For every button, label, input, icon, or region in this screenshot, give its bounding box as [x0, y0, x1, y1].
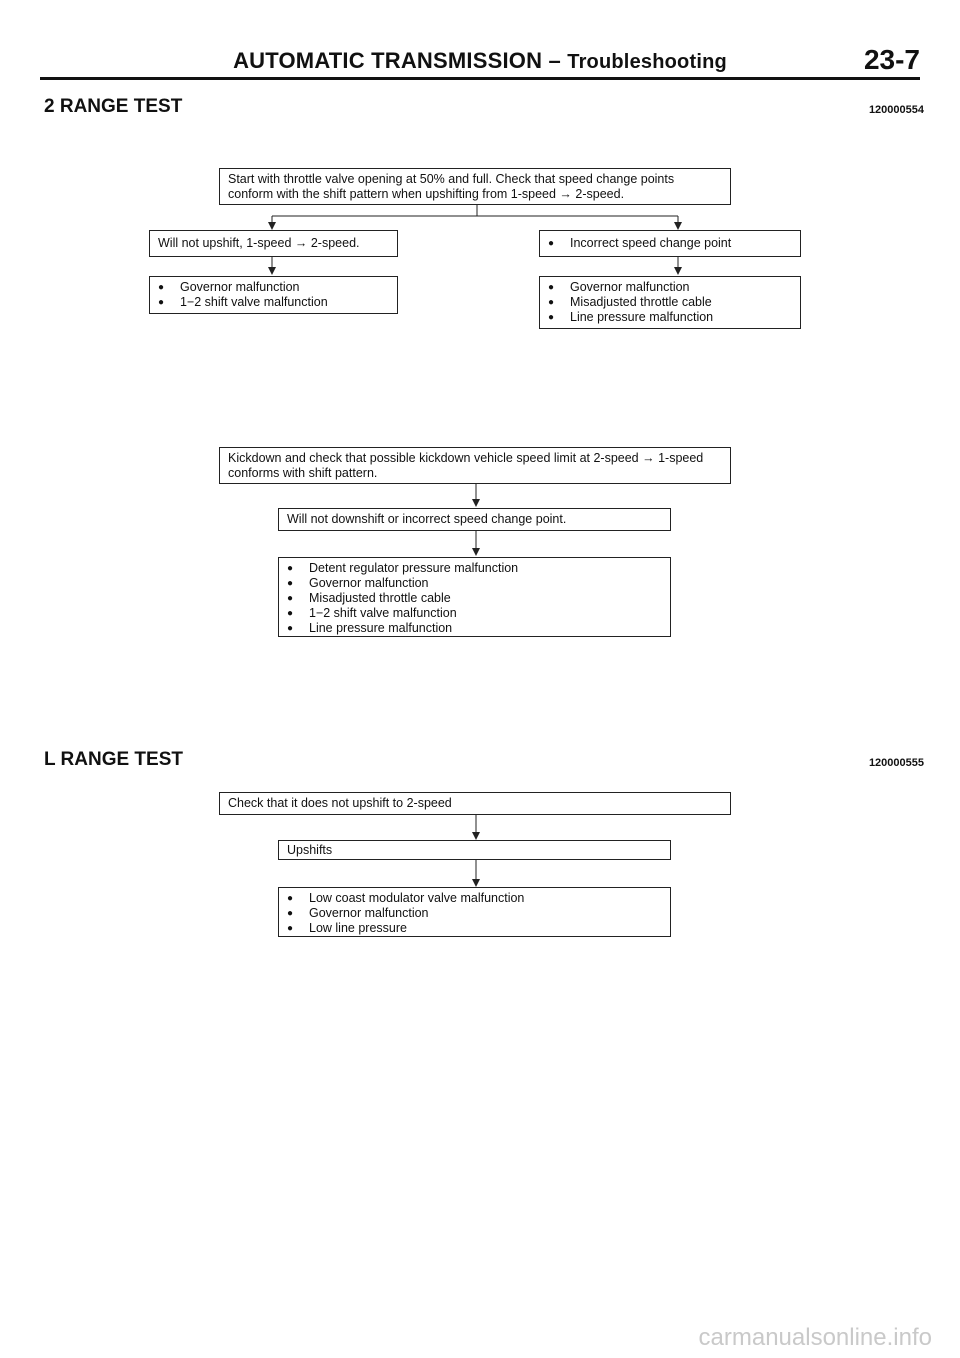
- page-header: [40, 44, 920, 80]
- box-2-range-kickdown-causes: [278, 557, 671, 637]
- list-item-text: Detent regulator pressure malfunction: [309, 561, 519, 575]
- box-l-range-result: [278, 840, 671, 860]
- page-title-separator: –: [542, 48, 568, 73]
- box-text-line: Will not upshift, 1-speed → 2-speed.: [158, 236, 360, 250]
- list-item-text: Misadjusted throttle cable: [570, 295, 712, 309]
- box-text-line: Upshifts: [287, 843, 333, 857]
- box-2-range-right-result: [539, 230, 801, 257]
- section-title-2-range: 2 RANGE TEST: [44, 96, 183, 117]
- box-2-range-kickdown-result: [278, 508, 671, 531]
- list-item: [548, 280, 792, 295]
- box-2-range-kickdown-check: [219, 447, 731, 484]
- list-item: [158, 280, 389, 295]
- list-item-text: 1−2 shift valve malfunction: [180, 295, 328, 309]
- bullet-icon: ●: [287, 923, 294, 934]
- list-item-text: Governor malfunction: [180, 280, 300, 294]
- section-title-l-range: L RANGE TEST: [44, 749, 183, 770]
- list-item: [548, 310, 792, 325]
- header-rule: [40, 77, 920, 80]
- box-text-line: conforms with shift pattern.: [228, 466, 378, 480]
- list-item: [548, 295, 792, 310]
- list-item: [287, 891, 662, 906]
- list-item: [287, 576, 662, 591]
- arrowhead-left-result: [268, 222, 276, 230]
- bullet-icon: ●: [287, 608, 294, 619]
- bullet-icon: ●: [287, 908, 294, 919]
- list-item: [287, 621, 662, 636]
- page-subtitle: Troubleshooting: [567, 51, 727, 73]
- list-item-text: Line pressure malfunction: [309, 621, 453, 635]
- bullet-icon: ●: [287, 578, 294, 589]
- arrowhead-right-causes: [674, 267, 682, 275]
- bullet-icon: ●: [287, 893, 294, 904]
- list-item: [287, 591, 662, 606]
- box-text-line: Kickdown and check that possible kickdown vehicle speed limit at 2-speed → 1-speed: [228, 451, 704, 465]
- page-title-main: AUTOMATIC TRANSMISSION: [233, 48, 543, 73]
- bullet-icon: ●: [287, 593, 294, 604]
- list-item: [548, 236, 792, 251]
- box-2-range-left-causes: [149, 276, 398, 314]
- list-item: [287, 906, 662, 921]
- watermark: carmanualsonline.info: [698, 1324, 932, 1351]
- box-text-line: conform with the shift pattern when upshifting from 1-speed → 2-speed.: [228, 187, 625, 201]
- arrowhead-right-result: [674, 222, 682, 230]
- box-text-line: Check that it does not upshift to 2-speed: [228, 796, 452, 810]
- box-text-line: Will not downshift or incorrect speed change point.: [287, 512, 567, 526]
- arrowhead-kickdown-result: [472, 499, 480, 507]
- list-item-text: Incorrect speed change point: [570, 236, 732, 250]
- arrowhead-left-causes: [268, 267, 276, 275]
- list-item-text: Line pressure malfunction: [570, 310, 714, 324]
- bullet-icon: ●: [287, 623, 294, 634]
- bullet-icon: ●: [548, 297, 555, 308]
- arrowhead-l-causes: [472, 879, 480, 887]
- list-item-text: Low coast modulator valve malfunction: [309, 891, 525, 905]
- list-item: [158, 295, 389, 310]
- box-l-range-causes: [278, 887, 671, 937]
- arrowhead-l-result: [472, 832, 480, 840]
- bullet-icon: ●: [287, 563, 294, 574]
- list-item-text: Governor malfunction: [309, 576, 429, 590]
- list-item-text: Governor malfunction: [309, 906, 429, 920]
- bullet-icon: ●: [158, 282, 165, 293]
- list-item-text: Governor malfunction: [570, 280, 690, 294]
- connector-start-to-split: [272, 202, 678, 226]
- box-2-range-start: [219, 168, 731, 205]
- bullet-icon: ●: [158, 297, 165, 308]
- box-l-range-check: [219, 792, 731, 815]
- list-item-text: 1−2 shift valve malfunction: [309, 606, 457, 620]
- box-text-line: Start with throttle valve opening at 50% and full. Check that speed change points: [228, 172, 675, 186]
- list-item: [287, 561, 662, 576]
- page-title: [40, 48, 920, 74]
- arrowhead-kickdown-causes: [472, 548, 480, 556]
- section-code-l-range: 120000555: [868, 757, 924, 769]
- bullet-icon: ●: [548, 282, 555, 293]
- list-item: [287, 606, 662, 621]
- bullet-icon: ●: [548, 312, 555, 323]
- section-code-2-range: 120000554: [868, 104, 924, 116]
- page-number: 23-7: [863, 44, 920, 75]
- box-2-range-left-result: [149, 230, 398, 257]
- bullet-icon: ●: [548, 238, 555, 249]
- box-2-range-right-causes: [539, 276, 801, 329]
- list-item: [287, 921, 662, 936]
- list-item-text: Misadjusted throttle cable: [309, 591, 451, 605]
- list-item-text: Low line pressure: [309, 921, 407, 935]
